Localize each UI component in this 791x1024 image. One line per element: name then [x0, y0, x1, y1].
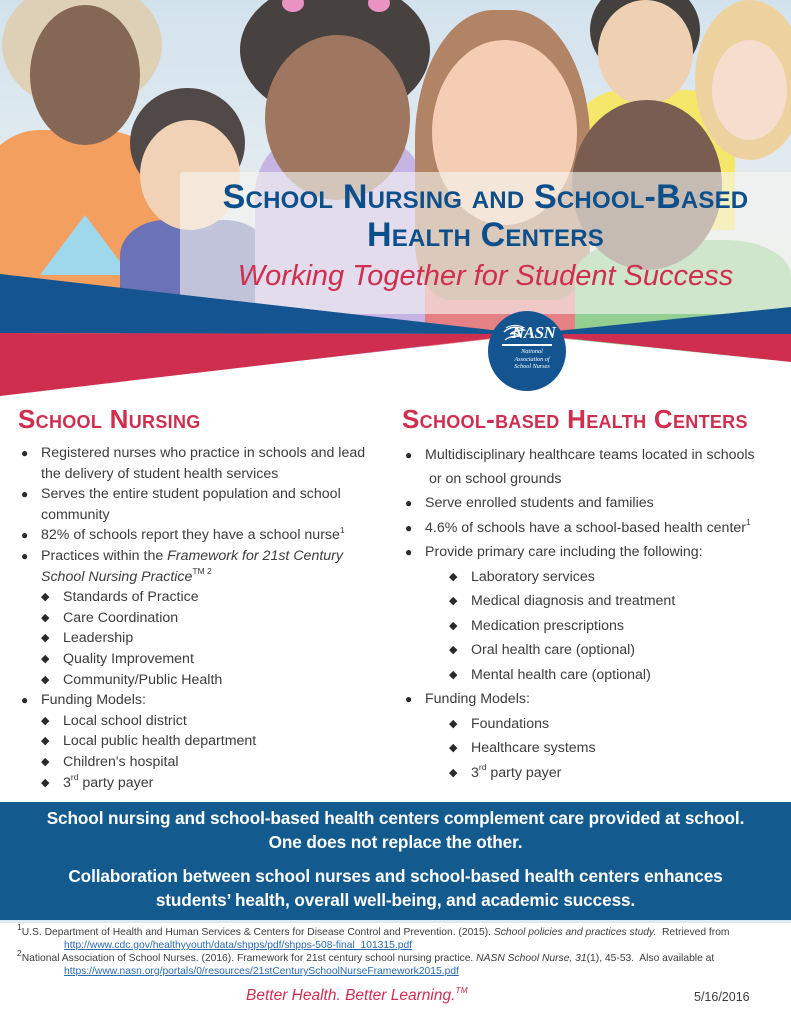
- list-item: [401, 516, 781, 541]
- list-item-text: Provide primary care including the following:: [425, 544, 703, 560]
- sub-list-item: [41, 649, 387, 670]
- sub-list-item: [449, 712, 781, 737]
- diamond-bullet-icon: ◆: [449, 595, 458, 607]
- tagline-text: Better Health. Better Learning.: [246, 987, 456, 1004]
- sub-list-item-text: party payer: [486, 764, 562, 781]
- sub-list-item-text: Standards of Practice: [63, 589, 199, 606]
- ordinal-suffix: rd: [70, 771, 79, 782]
- key-message-callout: [0, 802, 791, 920]
- footnote: [17, 921, 787, 952]
- footnotes: [17, 921, 787, 978]
- diamond-bullet-icon: ◆: [41, 611, 50, 624]
- section-heading: School-based Health Centers: [402, 404, 748, 434]
- sub-list-item-text: Mental health care (optional): [471, 666, 651, 683]
- list-item-text: 4.6% of schools have a school-based health center: [425, 519, 746, 536]
- bullet-icon: ●: [405, 448, 413, 462]
- sub-list-item-text: Local school district: [63, 712, 187, 729]
- logo-name-line: School Nurses: [514, 363, 550, 370]
- footnote-number: 2: [17, 947, 22, 958]
- list-item-text: 82% of schools report they have a school nurse: [41, 527, 340, 544]
- section-heading: School Nursing: [18, 404, 201, 434]
- sub-list-item: [41, 670, 387, 691]
- diamond-bullet-icon: ◆: [41, 776, 50, 789]
- sub-list-item: [41, 628, 387, 649]
- list-item: [401, 491, 781, 516]
- logo-divider: [502, 344, 552, 346]
- sub-list-item-text: Foundations: [471, 715, 550, 732]
- bullet-icon: ●: [21, 446, 29, 460]
- logo-acronym: NASN: [512, 323, 556, 342]
- list-item-text: Serve enrolled students and families: [425, 495, 654, 511]
- diamond-bullet-icon: ◆: [449, 619, 458, 632]
- sbhc-list: [401, 443, 781, 785]
- publication-date: 5/16/2016: [694, 990, 750, 1004]
- sub-list-item-text: Quality Improvement: [63, 650, 194, 667]
- sub-list-item: [41, 711, 387, 732]
- footnote-ref: 1: [746, 516, 751, 527]
- list-item: [401, 687, 781, 785]
- ordinal-suffix: rd: [478, 761, 487, 772]
- funding-sublist: [41, 711, 387, 793]
- list-item-text: Funding Models:: [41, 692, 146, 709]
- framework-title: Framework for 21st Century School Nursing Practice: [41, 547, 343, 585]
- callout-line: One does not replace the other.: [268, 832, 523, 852]
- subtitle: Working Together for Student Success: [237, 260, 734, 292]
- bullet-icon: ●: [21, 693, 29, 708]
- sub-list-item: [449, 663, 781, 688]
- diamond-bullet-icon: ◆: [41, 673, 50, 686]
- sub-list-item-text: Leadership: [63, 630, 134, 647]
- callout-line: Collaboration between school nurses and school-based health centers enhances: [68, 866, 723, 886]
- ordinal-number: 3: [471, 764, 479, 781]
- callout-paragraph: [0, 806, 791, 854]
- school-nursing-list: [17, 443, 387, 793]
- list-item-text: Serves the entire student population and school community: [41, 486, 341, 523]
- sub-list-item-text: party payer: [78, 774, 154, 791]
- sub-list-item-text: Oral health care (optional): [471, 642, 636, 658]
- sub-list-item-text: Laboratory services: [471, 568, 595, 585]
- footnote-title: NASN School Nurse, 31: [476, 953, 587, 964]
- ordinal-number: 3: [63, 774, 71, 791]
- framework-sublist: [41, 587, 387, 690]
- sbhc-section: [401, 404, 781, 785]
- footnote-title: School policies and practices study.: [493, 927, 657, 938]
- bullet-icon: ●: [21, 487, 29, 502]
- list-item: [17, 525, 387, 546]
- trademark-mark: TM: [455, 984, 468, 995]
- bullet-icon: ●: [21, 528, 29, 543]
- sub-list-item: [41, 608, 387, 629]
- bullet-icon: ●: [405, 545, 413, 559]
- footnote-ref: 1: [339, 524, 345, 535]
- sub-list-item-text: Community/Public Health: [63, 671, 223, 688]
- sub-list-item: [41, 731, 387, 752]
- list-item: [17, 484, 387, 525]
- bullet-icon: ●: [21, 548, 29, 563]
- list-item-text: or on school grounds: [425, 471, 562, 487]
- nasn-logo: [488, 311, 566, 391]
- sub-list-item: [449, 614, 781, 639]
- footnote-text: (1), 45-53. Also available at: [586, 953, 715, 964]
- logo-full-name: [488, 348, 566, 371]
- diamond-bullet-icon: ◆: [449, 644, 458, 656]
- footnote-link[interactable]: https://www.nasn.org/portals/0/resources/21stCenturySchoolNurseFramework2015.pdf: [64, 966, 459, 977]
- list-item-text: Practices within the: [41, 547, 168, 564]
- list-item: [401, 443, 781, 491]
- title-line-2: Health Centers: [367, 216, 604, 254]
- funding-sublist: [449, 712, 781, 786]
- footnote-number: 1: [17, 921, 22, 932]
- divider: [0, 920, 791, 923]
- footnote-ref: TM 2: [192, 565, 212, 576]
- callout-paragraph: [0, 864, 791, 912]
- callout-line: students’ health, overall well-being, and academic success.: [155, 890, 636, 910]
- footnote: [17, 947, 787, 978]
- sub-list-item: [449, 736, 781, 761]
- list-item-text: Multidisciplinary healthcare teams located in schools: [425, 447, 755, 463]
- banner-bands: [0, 0, 791, 420]
- diamond-bullet-icon: ◆: [41, 735, 50, 748]
- diamond-bullet-icon: ◆: [449, 717, 458, 730]
- sub-list-item-text: Care Coordination: [63, 609, 179, 626]
- bullet-icon: ●: [405, 520, 413, 535]
- diamond-bullet-icon: ◆: [41, 755, 50, 768]
- primary-care-sublist: [449, 565, 781, 688]
- sub-list-item: [41, 752, 387, 773]
- diamond-bullet-icon: ◆: [449, 570, 458, 583]
- sub-list-item-text: Local public health department: [63, 733, 257, 750]
- sub-list-item: [449, 761, 781, 786]
- footnote-text: National Association of School Nurses. (2016). Framework for 21st century school nursing practice.: [21, 953, 477, 964]
- sub-list-item: [449, 589, 781, 614]
- diamond-bullet-icon: ◆: [41, 652, 50, 665]
- sub-list-item-text: Healthcare systems: [471, 740, 596, 756]
- list-item: [17, 546, 387, 690]
- diamond-bullet-icon: ◆: [41, 591, 50, 604]
- title-line-1: School Nursing and School-Based: [222, 178, 749, 216]
- sub-list-item: [449, 638, 781, 663]
- diamond-bullet-icon: ◆: [449, 668, 458, 681]
- sub-list-item: [41, 587, 387, 608]
- sub-list-item-text: Children's hospital: [63, 753, 179, 770]
- list-item: [401, 540, 781, 687]
- logo-name-line: Association of: [514, 355, 550, 363]
- bullet-icon: ●: [405, 496, 413, 510]
- footnote-link[interactable]: http://www.cdc.gov/healthyyouth/data/shpps/pdf/shpps-508-final_101315.pdf: [64, 940, 413, 951]
- sub-list-item: [41, 773, 387, 794]
- list-item-text: Registered nurses who practice in schools and lead the delivery of student health services: [41, 445, 366, 482]
- tagline: [246, 984, 468, 1005]
- footnote-text: U.S. Department of Health and Human Services & Centers for Disease Control and Prevention. (2015).: [21, 927, 494, 938]
- logo-name-line: National: [521, 348, 543, 355]
- list-item: [17, 443, 387, 484]
- school-nursing-section: [17, 404, 387, 793]
- sub-list-item-text: Medical diagnosis and treatment: [471, 593, 676, 609]
- sub-list-item-text: Medication prescriptions: [471, 617, 624, 634]
- diamond-bullet-icon: ◆: [449, 742, 458, 754]
- list-item: [17, 690, 387, 793]
- sub-list-item: [449, 565, 781, 590]
- list-item-text: Funding Models:: [425, 691, 530, 707]
- diamond-bullet-icon: ◆: [41, 714, 50, 727]
- footnote-text: Retrieved from: [656, 927, 730, 938]
- bullet-icon: ●: [405, 692, 413, 706]
- callout-line: School nursing and school-based health centers complement care provided at school.: [46, 808, 745, 828]
- diamond-bullet-icon: ◆: [41, 632, 50, 645]
- diamond-bullet-icon: ◆: [449, 766, 458, 779]
